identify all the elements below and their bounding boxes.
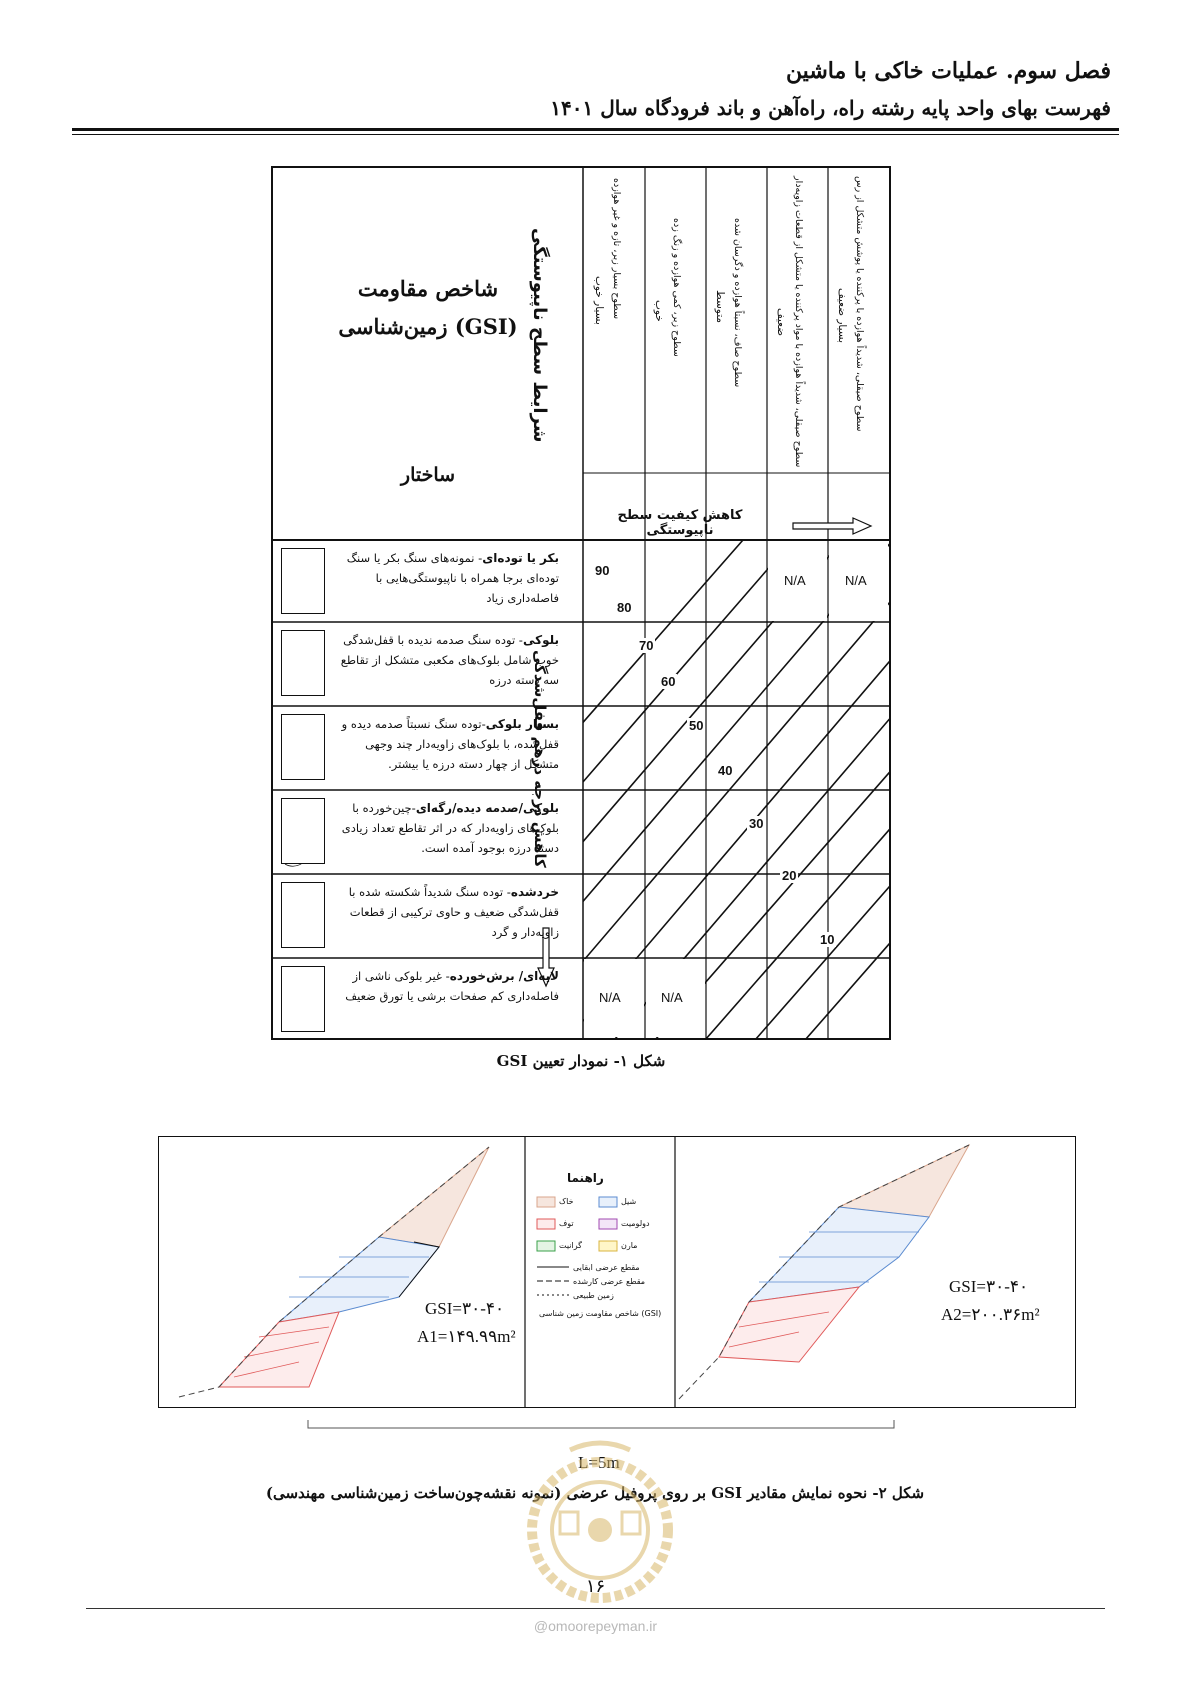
- na-verypoor-intact: N/A: [845, 573, 867, 588]
- gsi-value-20: 20: [782, 868, 797, 883]
- row-very-blocky-title: بسیار بلوکی: [485, 717, 559, 731]
- col-fair-title: متوسط: [714, 290, 726, 323]
- legend-line-natural: زمین طبیعی: [573, 1291, 614, 1300]
- col-very-poor-title: بسیار ضعیف: [836, 288, 848, 344]
- col-very-poor-desc: سطوح صیقلی، شدیداً هوازده با پرکننده یا پوشش متشکل از رس: [854, 176, 865, 432]
- col-good-desc: سطوح زبر، کمی هوازده و زنگ زده: [671, 218, 682, 357]
- row-disturbed-desc: -چین‌خورده با بلوک‌های زاویه‌دار که در اثر تقاطع تعداد زیادی دسته درزه بوجود آمده است.: [341, 801, 559, 855]
- na-poor-intact: N/A: [784, 573, 806, 588]
- watermark-url: @omoorepeyman.ir: [533, 1618, 658, 1634]
- col-poor-desc: سطوح صیقلی، شدیداً هوازده با مواد پرکننده یا متشکل از قطعات زاویه‌دار: [793, 176, 804, 468]
- document-subtitle: فهرست بهای واحد پایه رشته راه، راه‌آهن و باند فرودگاه سال ۱۴۰۱: [550, 96, 1111, 120]
- legend-tuff: توف: [559, 1219, 574, 1228]
- row-blocky: [331, 630, 559, 690]
- length-label: L=5m: [578, 1453, 620, 1472]
- right-gsi-label: GSI=۳۰-۴۰: [949, 1277, 1029, 1296]
- col-very-good-title: بسیار خوب: [593, 276, 605, 325]
- row-disturbed-title: بلوکی/صدمه دیده/رگه‌ای: [415, 801, 559, 815]
- legend-dolomite: دولومیت: [621, 1219, 650, 1228]
- footer-rule: [86, 1608, 1105, 1609]
- na-verygood-laminated: N/A: [599, 990, 621, 1005]
- gsi-value-10: 10: [820, 932, 835, 947]
- row-blocky-desc: - توده سنگ صدمه ندیده با قفل‌شدگی خوب شامل بلوک‌های مکعبی متشکل از تقاطع سه دسته درزه: [340, 633, 559, 687]
- header-rule-thick: [72, 128, 1119, 131]
- row-disintegrated: [331, 882, 559, 942]
- row-blocky-title: بلوکی: [522, 633, 559, 647]
- legend-soil: خاک: [559, 1197, 574, 1206]
- figure2-caption: شکل ۲- نحوه نمایش مقادیر GSI بر روی پروفیل عرضی (نمونه نقشه‌چون‌ساخت زمین‌شناسی مهندسی): [265, 1484, 925, 1502]
- swatch-laminated: [281, 966, 325, 1032]
- gsi-value-90: 90: [595, 563, 610, 578]
- gsi-value-60: 60: [661, 674, 676, 689]
- structure-label: ساختار: [400, 464, 456, 486]
- row-disintegrated-desc: - توده سنگ شدیداً شکسته شده با قفل‌شدگی ضعیف و حاوی ترکیبی از قطعات زاویه‌دار و گرد: [348, 885, 559, 939]
- gsi-title-line2: زمین‌شناسی (GSI): [338, 314, 518, 339]
- row-disturbed: [331, 798, 559, 858]
- legend-title: راهنما: [567, 1171, 604, 1185]
- row-very-blocky-desc: -توده سنگ نسبتاً صدمه دیده و قفل‌شده، با بلوک‌های زاویه‌دار چند وجهی متشکل از چهار دسته درزه یا بیشتر.: [341, 717, 559, 771]
- left-area-label: A1=۱۴۹.۹۹m²: [417, 1327, 516, 1346]
- gsi-value-30: 30: [749, 816, 764, 831]
- gsi-value-40: 40: [718, 763, 733, 778]
- col-fair-desc: سطوح صاف، نسبتاً هوازده و دگرسان شده: [732, 218, 743, 388]
- profile-drawing: [159, 1137, 1075, 1407]
- legend-granite: گرانیت: [559, 1241, 582, 1250]
- row-laminated: [331, 966, 559, 1006]
- gsi-chart: [271, 166, 891, 1040]
- gsi-value-70: 70: [639, 638, 654, 653]
- row-laminated-desc: - غیر بلوکی ناشی از فاصله‌داری کم صفحات برشی یا تورق ضعیف: [345, 969, 559, 1003]
- gsi-value-80: 80: [617, 600, 632, 615]
- header-rule-thin: [72, 134, 1119, 135]
- left-gsi-label: GSI=۳۰-۴۰: [425, 1299, 505, 1318]
- row-very-blocky: [331, 714, 559, 774]
- col-poor-title: ضعیف: [775, 308, 787, 337]
- surface-conditions-label: شرایط سطح ناپیوستگی: [529, 228, 550, 443]
- profile-figure: [158, 1136, 1076, 1408]
- gsi-title-line1: شاخص مقاومت: [357, 276, 499, 301]
- row-intact-title: بکر یا توده‌ای: [482, 551, 559, 565]
- row-intact-desc: - نمونه‌های سنگ بکر یا سنگ توده‌ای برجا همراه با ناپیوستگی‌هایی با فاصله‌داری زیاد: [346, 551, 559, 605]
- swatch-very-blocky: [281, 714, 325, 780]
- swatch-disturbed: [281, 798, 325, 864]
- col-very-good-desc: سطوح بسیار زبر، تازه و غیر هوازده: [611, 178, 622, 320]
- row-disintegrated-title: خردشده: [510, 885, 559, 899]
- gsi-value-50: 50: [689, 718, 704, 733]
- swatch-blocky: [281, 630, 325, 696]
- swatch-disintegrated: [281, 882, 325, 948]
- figure1-caption: شکل ۱- نمودار تعیین GSI: [496, 1052, 666, 1070]
- chapter-title: فصل سوم. عملیات خاکی با ماشین: [785, 58, 1111, 84]
- watermark-seal: [520, 1440, 680, 1630]
- row-laminated-title: لایه‌ای/ برش‌خورده: [449, 969, 559, 983]
- legend-gsi: (GSI) شاخص مقاومت زمین شناسی: [539, 1309, 662, 1318]
- decreasing-surface-quality: کاهش کیفیت سطح ناپیوستگی: [617, 508, 743, 538]
- legend-shale: شیل: [621, 1197, 637, 1206]
- row-intact: [331, 548, 559, 608]
- legend-line-worked: مقطع عرضی کارشده: [573, 1277, 646, 1286]
- page-number: ۱۶: [585, 1576, 606, 1597]
- legend-marl: مارن: [621, 1241, 638, 1250]
- legend-line-retained: مقطع عرضی ابقایی: [573, 1263, 640, 1272]
- right-area-label: A2=۲۰۰.۳۶m²: [941, 1305, 1040, 1324]
- col-good-title: خوب: [653, 300, 665, 322]
- decreasing-interlocking: کاهش درجه درهم قفل‌شدگی: [531, 650, 549, 868]
- na-good-laminated: N/A: [661, 990, 683, 1005]
- swatch-intact: [281, 548, 325, 614]
